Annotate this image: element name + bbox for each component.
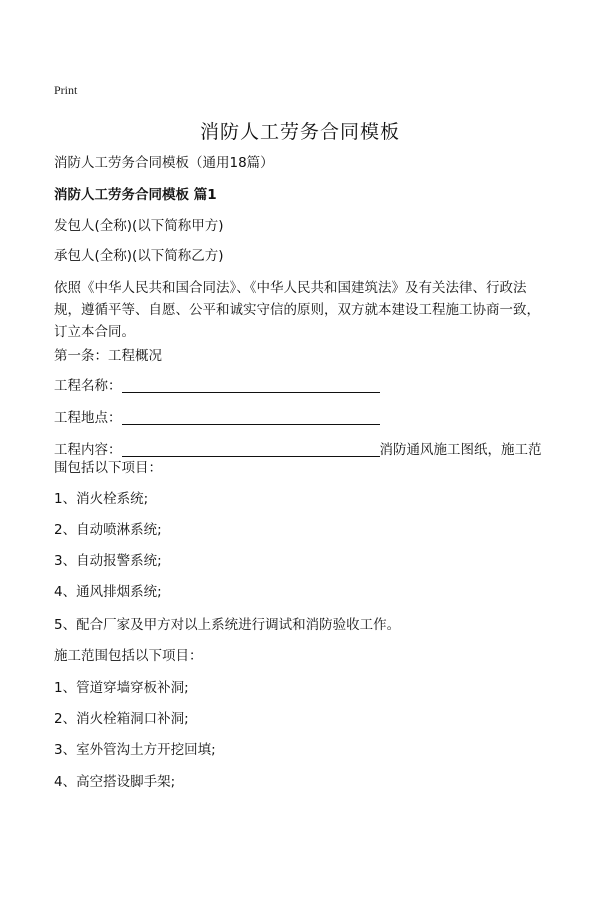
project-content-suffix: 消防通风施工图纸，施工范 [379,442,542,458]
intro-paragraph-line-3: 订立本合同。 [54,324,135,340]
scope-item: 4、通风排烟系统; [54,584,162,600]
document-subtitle: 消防人工劳务合同模板（通用18篇） [54,155,274,171]
project-content-blank[interactable] [122,442,380,457]
intro-paragraph-line-2: 规，遵循平等、自愿、公平和诚实守信的原则，双方就本建设工程施工协商一致， [54,302,540,318]
project-name-row [54,375,380,397]
party-b-line: 承包人(全称)(以下简称乙方) [54,248,224,264]
scope-item-2: 2、消火栓箱洞口补洞; [54,711,189,727]
article-one-heading: 第一条：工程概况 [54,348,162,364]
scope-item: 1、消火栓系统; [54,491,149,507]
scope-item-2: 1、管道穿墙穿板补洞; [54,680,189,696]
party-a-line: 发包人(全称)(以下简称甲方) [54,218,224,234]
project-location-row [54,407,380,429]
project-content-line-2: 围包括以下项目： [54,460,162,476]
scope-item: 3、自动报警系统; [54,553,162,569]
section-heading: 消防人工劳务合同模板 篇1 [54,187,217,203]
scope-item: 5、配合厂家及甲方对以上系统进行调试和消防验收工作。 [54,617,401,633]
project-name-blank[interactable] [122,378,380,393]
print-label: Print [54,83,78,97]
scope-heading-2: 施工范围包括以下项目： [54,648,203,664]
document-title: 消防人工劳务合同模板 [199,121,400,143]
project-location-blank[interactable] [122,410,380,425]
scope-item: 2、自动喷淋系统; [54,522,162,538]
scope-item-2: 4、高空搭设脚手架; [54,774,176,790]
scope-item-2: 3、室外管沟土方开挖回填; [54,742,216,758]
project-name-label: 工程名称： [54,378,122,394]
project-location-label: 工程地点： [54,410,122,426]
project-content-label: 工程内容： [54,442,122,458]
intro-paragraph-line-1: 依照《中华人民共和国合同法》、《中华人民共和国建筑法》及有关法律、行政法 [54,280,527,296]
